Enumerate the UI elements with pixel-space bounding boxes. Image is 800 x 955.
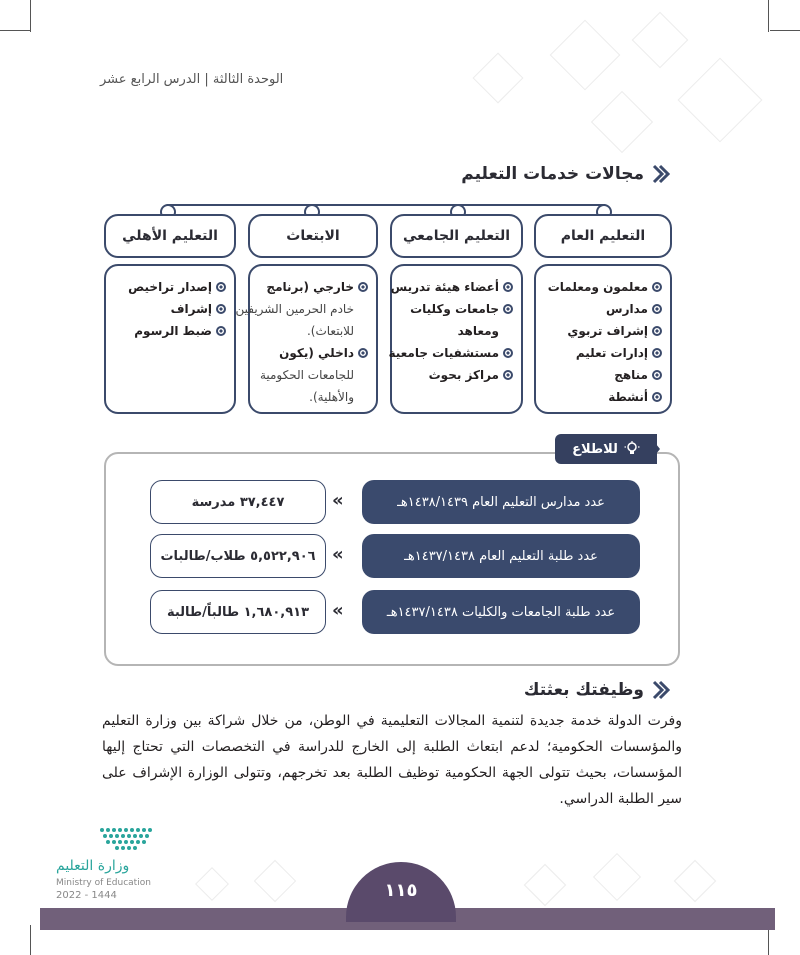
bullet-icon [652, 326, 662, 336]
ministry-name-english: Ministry of Education [56, 878, 151, 888]
bullet-icon [503, 304, 513, 314]
decorative-square [678, 58, 763, 143]
ministry-logo-mark [96, 824, 156, 854]
list-item: إشراف تربوي [544, 320, 662, 342]
list-item: مراكز بحوث [400, 364, 513, 386]
double-arrow-icon: « [332, 544, 344, 565]
decorative-square [632, 12, 689, 69]
category-list-university [390, 264, 523, 414]
crop-mark [768, 0, 769, 32]
decorative-square [593, 853, 641, 901]
list-item: للجامعات الحكومية [259, 368, 354, 382]
stat-value: ١,٦٨٠,٩١٣ طالباً/طالبة [150, 590, 326, 634]
double-arrow-icon: « [332, 490, 344, 511]
bullet-icon [216, 326, 226, 336]
list-item: مدارس [544, 298, 662, 320]
bullet-icon [503, 348, 513, 358]
bullet-icon [216, 304, 226, 314]
crop-mark [0, 30, 30, 31]
bullet-icon [652, 348, 662, 358]
diagram-connector-line [168, 204, 604, 206]
list-item: جامعات وكليات [400, 298, 513, 320]
list-item: أعضاء هيئة تدريس [400, 276, 513, 298]
bullet-icon [216, 282, 226, 292]
category-list-private [104, 264, 236, 414]
category-list-scholarship [235, 264, 378, 414]
body-paragraph: وفرت الدولة خدمة جديدة لتنمية المجالات التعليمية في الوطن، من خلال شراكة بين وزارة التعليم والمؤسسات الحكومية؛ لدعم ابتعاث الطلبة إلى الخارج للدراسة في التخصصات التي تحتاج إليها المؤسسات، بحيث تتولى الجهة الحكومية توظيف الطلبة بعد تخرجهم، وتتولى الوزارة الإشراف على سير الطلبة الدراسي. [102, 713, 682, 807]
list-item: أنشطة [544, 386, 662, 408]
category-list-general [534, 264, 672, 414]
category-head-private: التعليم الأهلي [104, 214, 236, 258]
category-head-general: التعليم العام [534, 214, 672, 258]
info-tab-label: للاطلاع [572, 441, 618, 457]
list-item: مناهج [544, 364, 662, 386]
bullet-icon [652, 370, 662, 380]
bullet-icon [652, 392, 662, 402]
list-item: خادم الحرمين الشريفين [235, 302, 354, 316]
bullet-icon [652, 282, 662, 292]
decorative-square [473, 53, 524, 104]
crop-mark [30, 925, 31, 955]
stat-value: ٥,٥٢٢,٩٠٦ طلاب/طالبات [150, 534, 326, 578]
list-item: معلمون ومعلمات [544, 276, 662, 298]
double-arrow-icon: « [332, 600, 344, 621]
list-item: إشراف [114, 298, 226, 320]
lightbulb-icon [624, 441, 640, 457]
crop-mark [770, 30, 800, 31]
decorative-square [195, 867, 229, 901]
info-tab [555, 434, 657, 464]
decorative-square [674, 860, 716, 902]
section-title-text: وظيفتك بعثتك [523, 680, 644, 700]
list-item: إصدار تراخيص [114, 276, 226, 298]
crop-mark [30, 0, 31, 32]
list-item: ومعاهد [457, 324, 499, 338]
bullet-icon [503, 370, 513, 380]
section-title [461, 164, 670, 184]
section-title-text: مجالات خدمات التعليم [461, 164, 644, 184]
stat-value: ٣٧,٤٤٧ مدرسة [150, 480, 326, 524]
stat-label: عدد مدارس التعليم العام ١٤٣٨/١٤٣٩هـ [362, 480, 640, 524]
page-number: ١١٥ [384, 880, 418, 901]
decorative-square [591, 91, 653, 153]
bullet-icon [358, 282, 368, 292]
bullet-icon [358, 348, 368, 358]
decorative-square [524, 864, 566, 906]
double-chevron-icon [650, 164, 670, 184]
stat-label: عدد طلبة التعليم العام ١٤٣٧/١٤٣٨هـ [362, 534, 640, 578]
list-item: ضبط الرسوم [114, 320, 226, 342]
list-item: مستشفيات جامعية [400, 342, 513, 364]
section-title [524, 680, 670, 700]
bullet-icon [503, 282, 513, 292]
ministry-year: 2022 - 1444 [56, 890, 117, 901]
category-head-university: التعليم الجامعي [390, 214, 523, 258]
decorative-square [550, 20, 621, 91]
list-item: إدارات تعليم [544, 342, 662, 364]
header-breadcrumb: الوحدة الثالثة | الدرس الرابع عشر [100, 72, 284, 87]
stat-label: عدد طلبة الجامعات والكليات ١٤٣٧/١٤٣٨هـ [362, 590, 640, 634]
ministry-name-arabic: وزارة التعليم [56, 858, 130, 874]
list-item: خارجي (برنامج [258, 276, 368, 298]
list-item: والأهلية). [309, 390, 354, 404]
info-tab-arrow [648, 434, 660, 464]
list-item: داخلي (يكون [258, 342, 368, 364]
double-chevron-icon [650, 680, 670, 700]
list-item: للابتعاث). [306, 324, 354, 338]
bullet-icon [652, 304, 662, 314]
decorative-square [254, 860, 296, 902]
category-head-scholarship: الابتعاث [248, 214, 378, 258]
